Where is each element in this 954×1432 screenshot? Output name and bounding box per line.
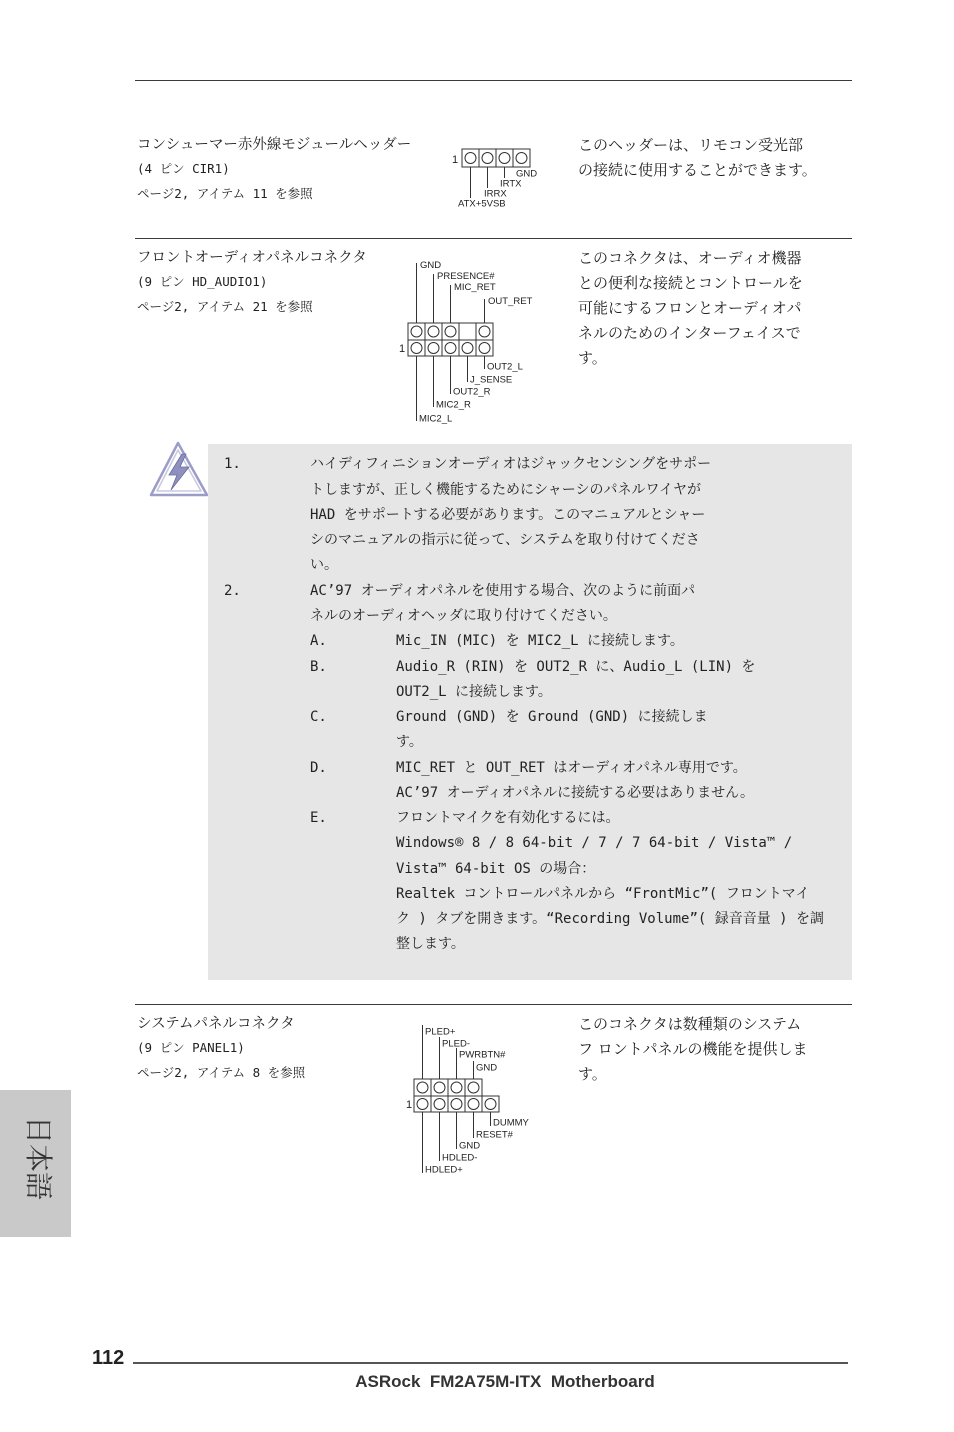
cir1-info: [137, 133, 411, 207]
note-text-line: AC’97 オーディオパネルを使用する場合、次のように前面パ: [310, 582, 696, 599]
pin1-marker: 1: [406, 1099, 413, 1111]
note-row: [224, 478, 844, 503]
note-text-line: Audio_R (RIN) を OUT2_R に、Audio_L (LIN) を: [396, 658, 756, 675]
pin-label-gnd: GND: [420, 260, 442, 271]
note-row: [224, 629, 844, 654]
section-divider: [135, 238, 852, 239]
note-row: [224, 882, 844, 907]
note-text-line: Windows® 8 / 8 64-bit / 7 / 7 64-bit / Vista™ /: [396, 835, 793, 852]
footer-rule: [133, 1362, 848, 1364]
pin: [465, 153, 476, 164]
pin-label-gnd: GND: [476, 1062, 498, 1074]
note-text-line: HAD をサポートする必要があります。このマニュアルとシャー: [310, 506, 706, 523]
pin-label-gnd: GND: [459, 1140, 481, 1152]
note-row: [224, 781, 844, 806]
pin: [462, 343, 473, 354]
pin: [417, 1082, 428, 1093]
note-text-line: OUT2_L に接続します。: [396, 683, 552, 700]
note-text-line: 整します。: [396, 936, 465, 953]
pin: [479, 326, 490, 337]
warning-lightning-icon: [148, 440, 210, 500]
note-subitem-marker: B.: [310, 658, 327, 675]
cir1-description: [578, 133, 817, 183]
top-rule: [135, 80, 852, 81]
pin: [428, 343, 439, 354]
description-line: このコネクタは、オーディオ機器: [578, 248, 802, 267]
note-row: [224, 553, 844, 578]
description-line: との便利な接続とコントロールを: [578, 273, 803, 292]
cir1-pin-diagram: [448, 140, 548, 212]
note-row: [224, 730, 844, 755]
description-line: このヘッダーは、リモコン受光部: [578, 135, 804, 154]
note-row: [224, 806, 844, 831]
note-row: [224, 756, 844, 781]
description-line: す。: [578, 1064, 607, 1083]
note-row: [224, 655, 844, 680]
pin-label-irtx: IRTX: [500, 178, 522, 190]
note-text-line: ハイディフィニションオーディオはジャックセンシングをサポー: [310, 456, 712, 473]
pin: [434, 1099, 445, 1110]
description-line: フ ロントパネルの機能を提供しま: [578, 1039, 808, 1058]
note-text-line: Mic_IN (MIC) を MIC2_L に接続します。: [396, 633, 684, 650]
description-line: 可能にするフロンとオーディオパ: [578, 298, 802, 317]
note-text-line: Ground (GND) を Ground (GND) に接続しま: [396, 709, 708, 726]
description-line: ネルのためのインターフェイスで: [578, 323, 801, 342]
note-item-marker: 1.: [224, 456, 241, 473]
section-divider: [135, 1004, 852, 1005]
pin-label-mic2-r: MIC2_R: [436, 399, 471, 411]
hd-audio-description: [578, 246, 803, 371]
pin: [445, 326, 456, 337]
pin-label-pled-plus: PLED+: [425, 1026, 456, 1038]
pin: [479, 343, 490, 354]
pin1-marker: 1: [452, 154, 459, 166]
pin: [417, 1099, 428, 1110]
note-row: [224, 604, 844, 629]
page-reference: ページ2, アイテム 11 を参照: [137, 185, 313, 201]
note-row: [224, 528, 844, 553]
note-text-line: Realtek コントロールパネルから “FrontMic”( フロントマイ: [396, 885, 810, 902]
pin: [451, 1099, 462, 1110]
note-subitem-marker: C.: [310, 709, 327, 726]
note-row: [224, 907, 844, 932]
pin: [411, 326, 422, 337]
pin-info: (9 ピン PANEL1): [137, 1040, 245, 1055]
note-row: [224, 452, 844, 477]
pin-label-hdled-plus: HDLED+: [425, 1164, 463, 1176]
note-row: [224, 680, 844, 705]
product-name: ASRock FM2A75M-ITX Motherboard: [355, 1372, 655, 1391]
page-reference: ページ2, アイテム 21 を参照: [137, 298, 313, 314]
note-row: [224, 579, 844, 604]
note-subitem-marker: D.: [310, 759, 327, 776]
panel-info: [137, 1012, 305, 1086]
pin-label-out-ret: OUT_RET: [488, 296, 533, 307]
panel-description: [578, 1012, 807, 1087]
section-title: システムパネルコネクタ: [137, 1015, 295, 1032]
note-text-line: MIC_RET と OUT_RET はオーディオパネル専用です。: [396, 759, 747, 776]
pin: [516, 153, 527, 164]
note-row: [224, 831, 844, 856]
pin-label-mic-ret: MIC_RET: [454, 282, 496, 293]
pin-label-atx5vsb: ATX+5VSB: [458, 198, 506, 210]
pin: [411, 343, 422, 354]
note-row: [224, 503, 844, 528]
pin: [428, 326, 439, 337]
section-title: フロントオーディオパネルコネクタ: [137, 249, 367, 266]
pin-label-dummy: DUMMY: [493, 1117, 529, 1129]
note-item-marker: 2.: [224, 582, 241, 599]
description-line: す。: [578, 348, 607, 367]
note-text-line: トしますが、正しく機能するためにシャーシのパネルワイヤが: [310, 481, 702, 498]
note-text-line: フロントマイクを有効化するには。: [396, 810, 620, 827]
pin-label-hdled-minus: HDLED-: [442, 1152, 478, 1164]
pin: [445, 343, 456, 354]
pin: [499, 153, 510, 164]
note-text-line: シのマニュアルの指示に従って、システムを取り付けてくださ: [310, 532, 700, 549]
pin-label-mic2-l: MIC2_L: [419, 413, 453, 425]
pin: [468, 1099, 479, 1110]
pin-label-pled-minus: PLED-: [442, 1038, 470, 1050]
description-line: の接続に使用することができます。: [578, 160, 817, 179]
note-text-line: い。: [310, 557, 338, 574]
pin-label-j-sense: J_SENSE: [470, 374, 513, 386]
pin-label-out2-l: OUT2_L: [487, 361, 523, 373]
note-content: [224, 452, 844, 957]
pin-label-out2-r: OUT2_R: [453, 386, 491, 398]
note-text-line: AC’97 オーディオパネルに接続する必要はありません。: [396, 784, 755, 801]
pin-label-reset: RESET#: [476, 1129, 513, 1141]
pin-info: (4 ピン CIR1): [137, 161, 230, 176]
pin-label-gnd: GND: [516, 168, 538, 180]
note-row: [224, 705, 844, 730]
pin-info: (9 ピン HD_AUDIO1): [137, 274, 268, 289]
note-subitem-marker: E.: [310, 810, 327, 827]
panel-pin-diagram: [405, 1020, 537, 1178]
page-number: 112: [92, 1347, 125, 1369]
hd-audio-info: [137, 246, 367, 320]
note-subitem-marker: A.: [310, 633, 327, 650]
language-side-tab: [0, 1090, 71, 1237]
pin-label-irrx: IRRX: [484, 188, 507, 200]
note-text-line: Vista™ 64-bit OS の場合：: [396, 860, 596, 877]
page-reference: ページ2, アイテム 8 を参照: [137, 1064, 306, 1080]
pin: [468, 1082, 479, 1093]
pin-label-presence: PRESENCE#: [437, 271, 495, 282]
note-text-line: す。: [396, 734, 423, 751]
note-row: [224, 857, 844, 882]
description-line: このコネクタは数種類のシステム: [578, 1014, 802, 1033]
pin-label-pwrbtn: PWRBTN#: [459, 1049, 506, 1061]
pin: [482, 153, 493, 164]
hd-audio-pin-diagram: [396, 255, 536, 427]
pin: [485, 1099, 496, 1110]
pin1-marker: 1: [399, 343, 406, 355]
pin: [434, 1082, 445, 1093]
section-title: コンシューマー赤外線モジュールヘッダー: [137, 136, 412, 153]
note-row: [224, 932, 844, 957]
pin: [451, 1082, 462, 1093]
language-label: 日本語: [22, 1116, 55, 1201]
note-text-line: ネルのオーディオヘッダに取り付けてください。: [310, 607, 617, 624]
note-text-line: ク ) タブを開きます。“Recording Volume”( 録音音量 ) を調: [396, 911, 825, 928]
